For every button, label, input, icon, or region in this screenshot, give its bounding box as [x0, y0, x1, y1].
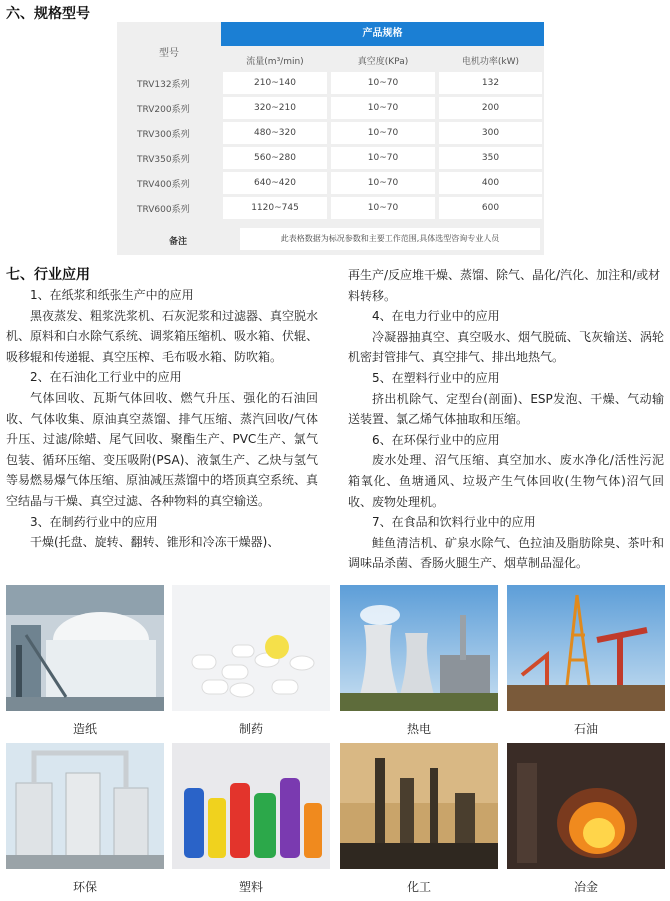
spec-cell-flow: 210~140	[223, 72, 327, 94]
gallery-caption: 冶金	[573, 880, 598, 894]
spec-cell-vacuum: 10~70	[331, 122, 435, 144]
spec-cell-flow: 480~320	[223, 122, 327, 144]
spec-row-model: TRV300系列	[137, 130, 190, 140]
spec-cell-power: 400	[439, 172, 542, 194]
spec-cell-vacuum: 10~70	[331, 72, 435, 94]
spec-cell-flow: 320~210	[223, 97, 327, 119]
app-subheading: 1、在纸浆和纸张生产中的应用	[30, 288, 194, 302]
spec-row-model: TRV200系列	[137, 105, 190, 115]
gallery-caption: 石油	[573, 722, 598, 736]
oil-pump-photo	[507, 585, 665, 711]
gallery-caption: 环保	[72, 880, 97, 894]
app-subheading: 2、在石油化工行业中的应用	[30, 370, 182, 385]
paper-mill-photo	[6, 585, 164, 711]
gallery-caption: 热电	[406, 722, 431, 736]
app-paragraph: 废水处理、沼气压缩、真空加水、废水净化/活性污泥箱氧化、鱼塘通风、垃圾产生气体回收(生物气体)沼气回收、废物处理机。	[348, 453, 664, 509]
spec-cell-power: 350	[439, 147, 542, 169]
app-section-title: 七、行业应用	[6, 267, 90, 283]
spec-cell-power: 300	[439, 122, 542, 144]
gallery-caption: 化工	[406, 880, 431, 894]
app-paragraph: 冷凝器抽真空、真空吸水、烟气脱硫、飞灰输送、涡轮机密封管排气、真空排气、排出地热气。	[348, 329, 664, 365]
app-paragraph: 再生产/反应堆干燥、蒸馏、除气、晶化/汽化、加注和/或材料转移。	[348, 268, 661, 303]
spec-cell-vacuum: 10~70	[331, 172, 435, 194]
col-header-power: 电机功率(kW)	[461, 57, 520, 67]
col-header-vacuum: 真空度(KPa)	[357, 57, 409, 67]
spec-cell-vacuum: 10~70	[331, 97, 435, 119]
spec-cell-vacuum: 10~70	[331, 147, 435, 169]
app-paragraph: 鲑鱼清洁机、矿泉水除气、色拉油及脂肪除臭、茶叶和调味品杀菌、香肠火腿生产、烟草制品湿化。	[348, 535, 664, 571]
power-plant-photo	[340, 585, 498, 711]
spec-section-title: 六、规格型号	[6, 6, 90, 22]
gallery-caption: 塑料	[238, 880, 263, 894]
spec-band-header: 产品规格	[221, 22, 544, 46]
plastic-bottles-photo	[172, 743, 330, 869]
applications-left-column	[6, 285, 318, 553]
app-subheading: 5、在塑料行业中的应用	[372, 370, 500, 385]
model-header: 型号	[159, 48, 179, 59]
applications-right-column	[348, 265, 664, 574]
spec-row-model: TRV132系列	[137, 80, 190, 90]
chemical-plant-photo	[340, 743, 498, 869]
app-paragraph: 干燥(托盘、旋转、翻转、锥形和冷冻干燥器)、	[30, 535, 280, 550]
gallery-caption: 制药	[238, 722, 263, 736]
pharma-pills-photo	[172, 585, 330, 711]
metallurgy-furnace-photo	[507, 743, 665, 869]
spec-cell-flow: 560~280	[223, 147, 327, 169]
spec-cell-power: 600	[439, 197, 542, 219]
spec-row-model: TRV350系列	[137, 155, 190, 165]
note-text: 此表格数据为标况参数和主要工作范围,具体选型咨询专业人员	[240, 228, 540, 250]
app-subheading: 7、在食品和饮料行业中的应用	[372, 515, 536, 530]
spec-cell-vacuum: 10~70	[331, 197, 435, 219]
spec-cell-power: 200	[439, 97, 542, 119]
app-subheading: 4、在电力行业中的应用	[372, 309, 500, 324]
environmental-towers-photo	[6, 743, 164, 869]
spec-row-model: TRV600系列	[137, 205, 190, 215]
spec-cell-power: 132	[439, 72, 542, 94]
app-subheading: 6、在环保行业中的应用	[372, 432, 500, 447]
gallery-caption: 造纸	[72, 722, 97, 736]
app-paragraph: 黑夜蒸发、粗浆洗浆机、石灰泥浆和过滤器、真空脱水机、原料和白水除气系统、调浆箱压缩机、吸水箱、伏辊、吸移辊和传递辊、真空压榨、毛布吸水箱、防吹箱。	[6, 308, 319, 364]
note-label: 备注	[168, 237, 187, 247]
app-paragraph: 挤出机除气、定型台(剖面)、ESP发泡、干燥、气动输送装置、氯乙烯气体抽取和压缩。	[348, 391, 664, 427]
app-subheading: 3、在制药行业中的应用	[30, 514, 158, 529]
spec-row-model: TRV400系列	[137, 180, 190, 190]
spec-cell-flow: 640~420	[223, 172, 327, 194]
app-paragraph: 气体回收、瓦斯气体回收、燃气升压、强化的石油回收、气体收集、原油真空蒸馏、排气压缩、蒸汽回收/气体升压、过滤/除蜡、尾气回收、聚酯生产、PVC生产、氯气包装、循环压缩、变压吸附(PSA)、液氯生产、乙炔与氢气等易燃易爆气体压缩、原油减压蒸馏中的塔顶真空系统、真空结晶与干燥、真空过滤、各种物料的真空输送。	[6, 390, 319, 508]
col-header-flow: 流量(m³/min)	[246, 57, 304, 67]
spec-table	[117, 22, 544, 255]
spec-cell-flow: 1120~745	[223, 197, 327, 219]
